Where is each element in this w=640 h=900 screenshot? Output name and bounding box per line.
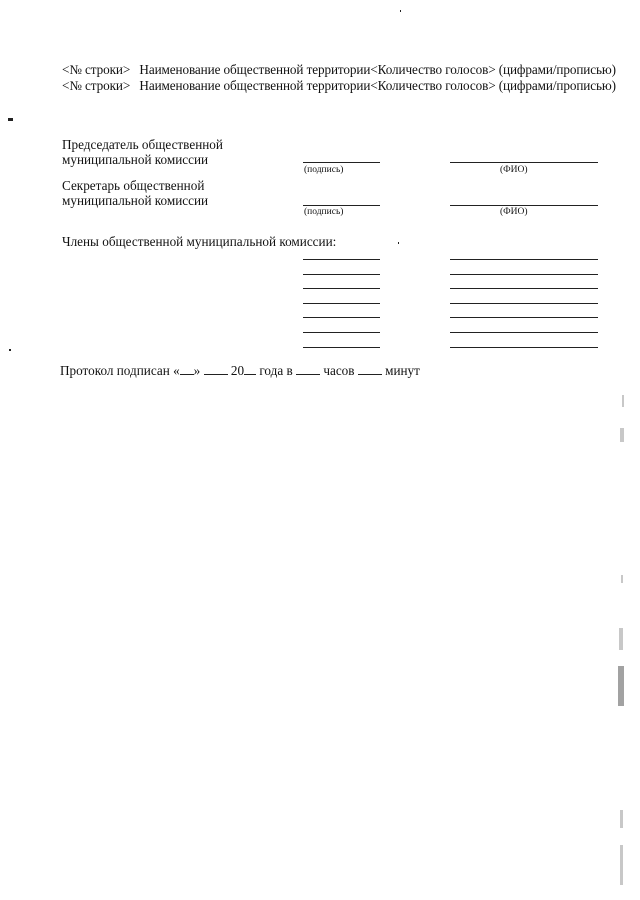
signing-text-5: часов bbox=[323, 363, 355, 378]
member-name-line bbox=[450, 303, 598, 304]
member-name-line bbox=[450, 288, 598, 289]
scan-speck bbox=[8, 118, 13, 121]
secretary-label bbox=[62, 178, 208, 208]
month-blank bbox=[204, 364, 228, 375]
secretary-name-line bbox=[450, 205, 598, 206]
chairman-name-caption: (ФИО) bbox=[500, 165, 528, 175]
chairman-label bbox=[62, 137, 223, 167]
row-number: <№ строки> bbox=[62, 78, 131, 93]
chairman-signature-line bbox=[303, 162, 380, 163]
member-signature-line bbox=[303, 288, 380, 289]
member-name-line bbox=[450, 347, 598, 348]
signing-text-4: года в bbox=[259, 363, 293, 378]
member-signature-line bbox=[303, 317, 380, 318]
territory-name: Наименование общественной территории bbox=[139, 62, 371, 77]
chairman-name-line bbox=[450, 162, 598, 163]
vote-count: <Количество голосов> (цифрами/прописью) bbox=[370, 78, 616, 93]
member-name-line bbox=[450, 259, 598, 260]
scan-noise bbox=[621, 575, 623, 583]
signing-text-6: минут bbox=[385, 363, 420, 378]
member-signature-line bbox=[303, 274, 380, 275]
scan-noise bbox=[619, 628, 623, 650]
secretary-label-line1: Секретарь общественной bbox=[62, 178, 205, 193]
scan-noise bbox=[620, 428, 624, 442]
year-blank bbox=[244, 364, 256, 375]
scan-speck bbox=[400, 10, 401, 12]
secretary-label-line2: муниципальной комиссии bbox=[62, 193, 209, 208]
signing-date-line bbox=[60, 363, 420, 379]
chairman-label-line1: Председатель общественной bbox=[62, 137, 223, 152]
hours-blank bbox=[296, 364, 320, 375]
scan-noise bbox=[620, 845, 623, 885]
secretary-signature-caption: (подпись) bbox=[304, 207, 344, 217]
signing-text-2: » bbox=[193, 363, 201, 378]
minutes-blank bbox=[358, 364, 382, 375]
member-signature-line bbox=[303, 347, 380, 348]
signing-text-3: 20 bbox=[230, 363, 245, 378]
chairman-signature-caption: (подпись) bbox=[304, 165, 344, 175]
scan-noise bbox=[622, 395, 624, 407]
secretary-signature-line bbox=[303, 205, 380, 206]
member-name-line bbox=[450, 274, 598, 275]
members-label: Члены общественной муниципальной комиссии: bbox=[62, 234, 337, 249]
chairman-label-line2: муниципальной комиссии bbox=[62, 152, 209, 167]
day-blank bbox=[180, 364, 194, 375]
member-signature-line bbox=[303, 303, 380, 304]
signing-text-1: Протокол подписан « bbox=[60, 363, 180, 378]
row-number: <№ строки> bbox=[62, 62, 131, 77]
member-name-line bbox=[450, 332, 598, 333]
vote-count: <Количество голосов> (цифрами/прописью) bbox=[370, 62, 616, 77]
secretary-name-caption: (ФИО) bbox=[500, 207, 528, 217]
scan-speck bbox=[398, 242, 399, 244]
vote-row-2 bbox=[62, 78, 622, 94]
member-name-line bbox=[450, 317, 598, 318]
scan-noise bbox=[620, 810, 623, 828]
member-signature-line bbox=[303, 332, 380, 333]
member-signature-line bbox=[303, 259, 380, 260]
scan-speck bbox=[9, 349, 11, 351]
vote-row-1 bbox=[62, 62, 622, 78]
territory-name: Наименование общественной территории bbox=[139, 78, 371, 93]
scan-noise bbox=[618, 666, 624, 706]
